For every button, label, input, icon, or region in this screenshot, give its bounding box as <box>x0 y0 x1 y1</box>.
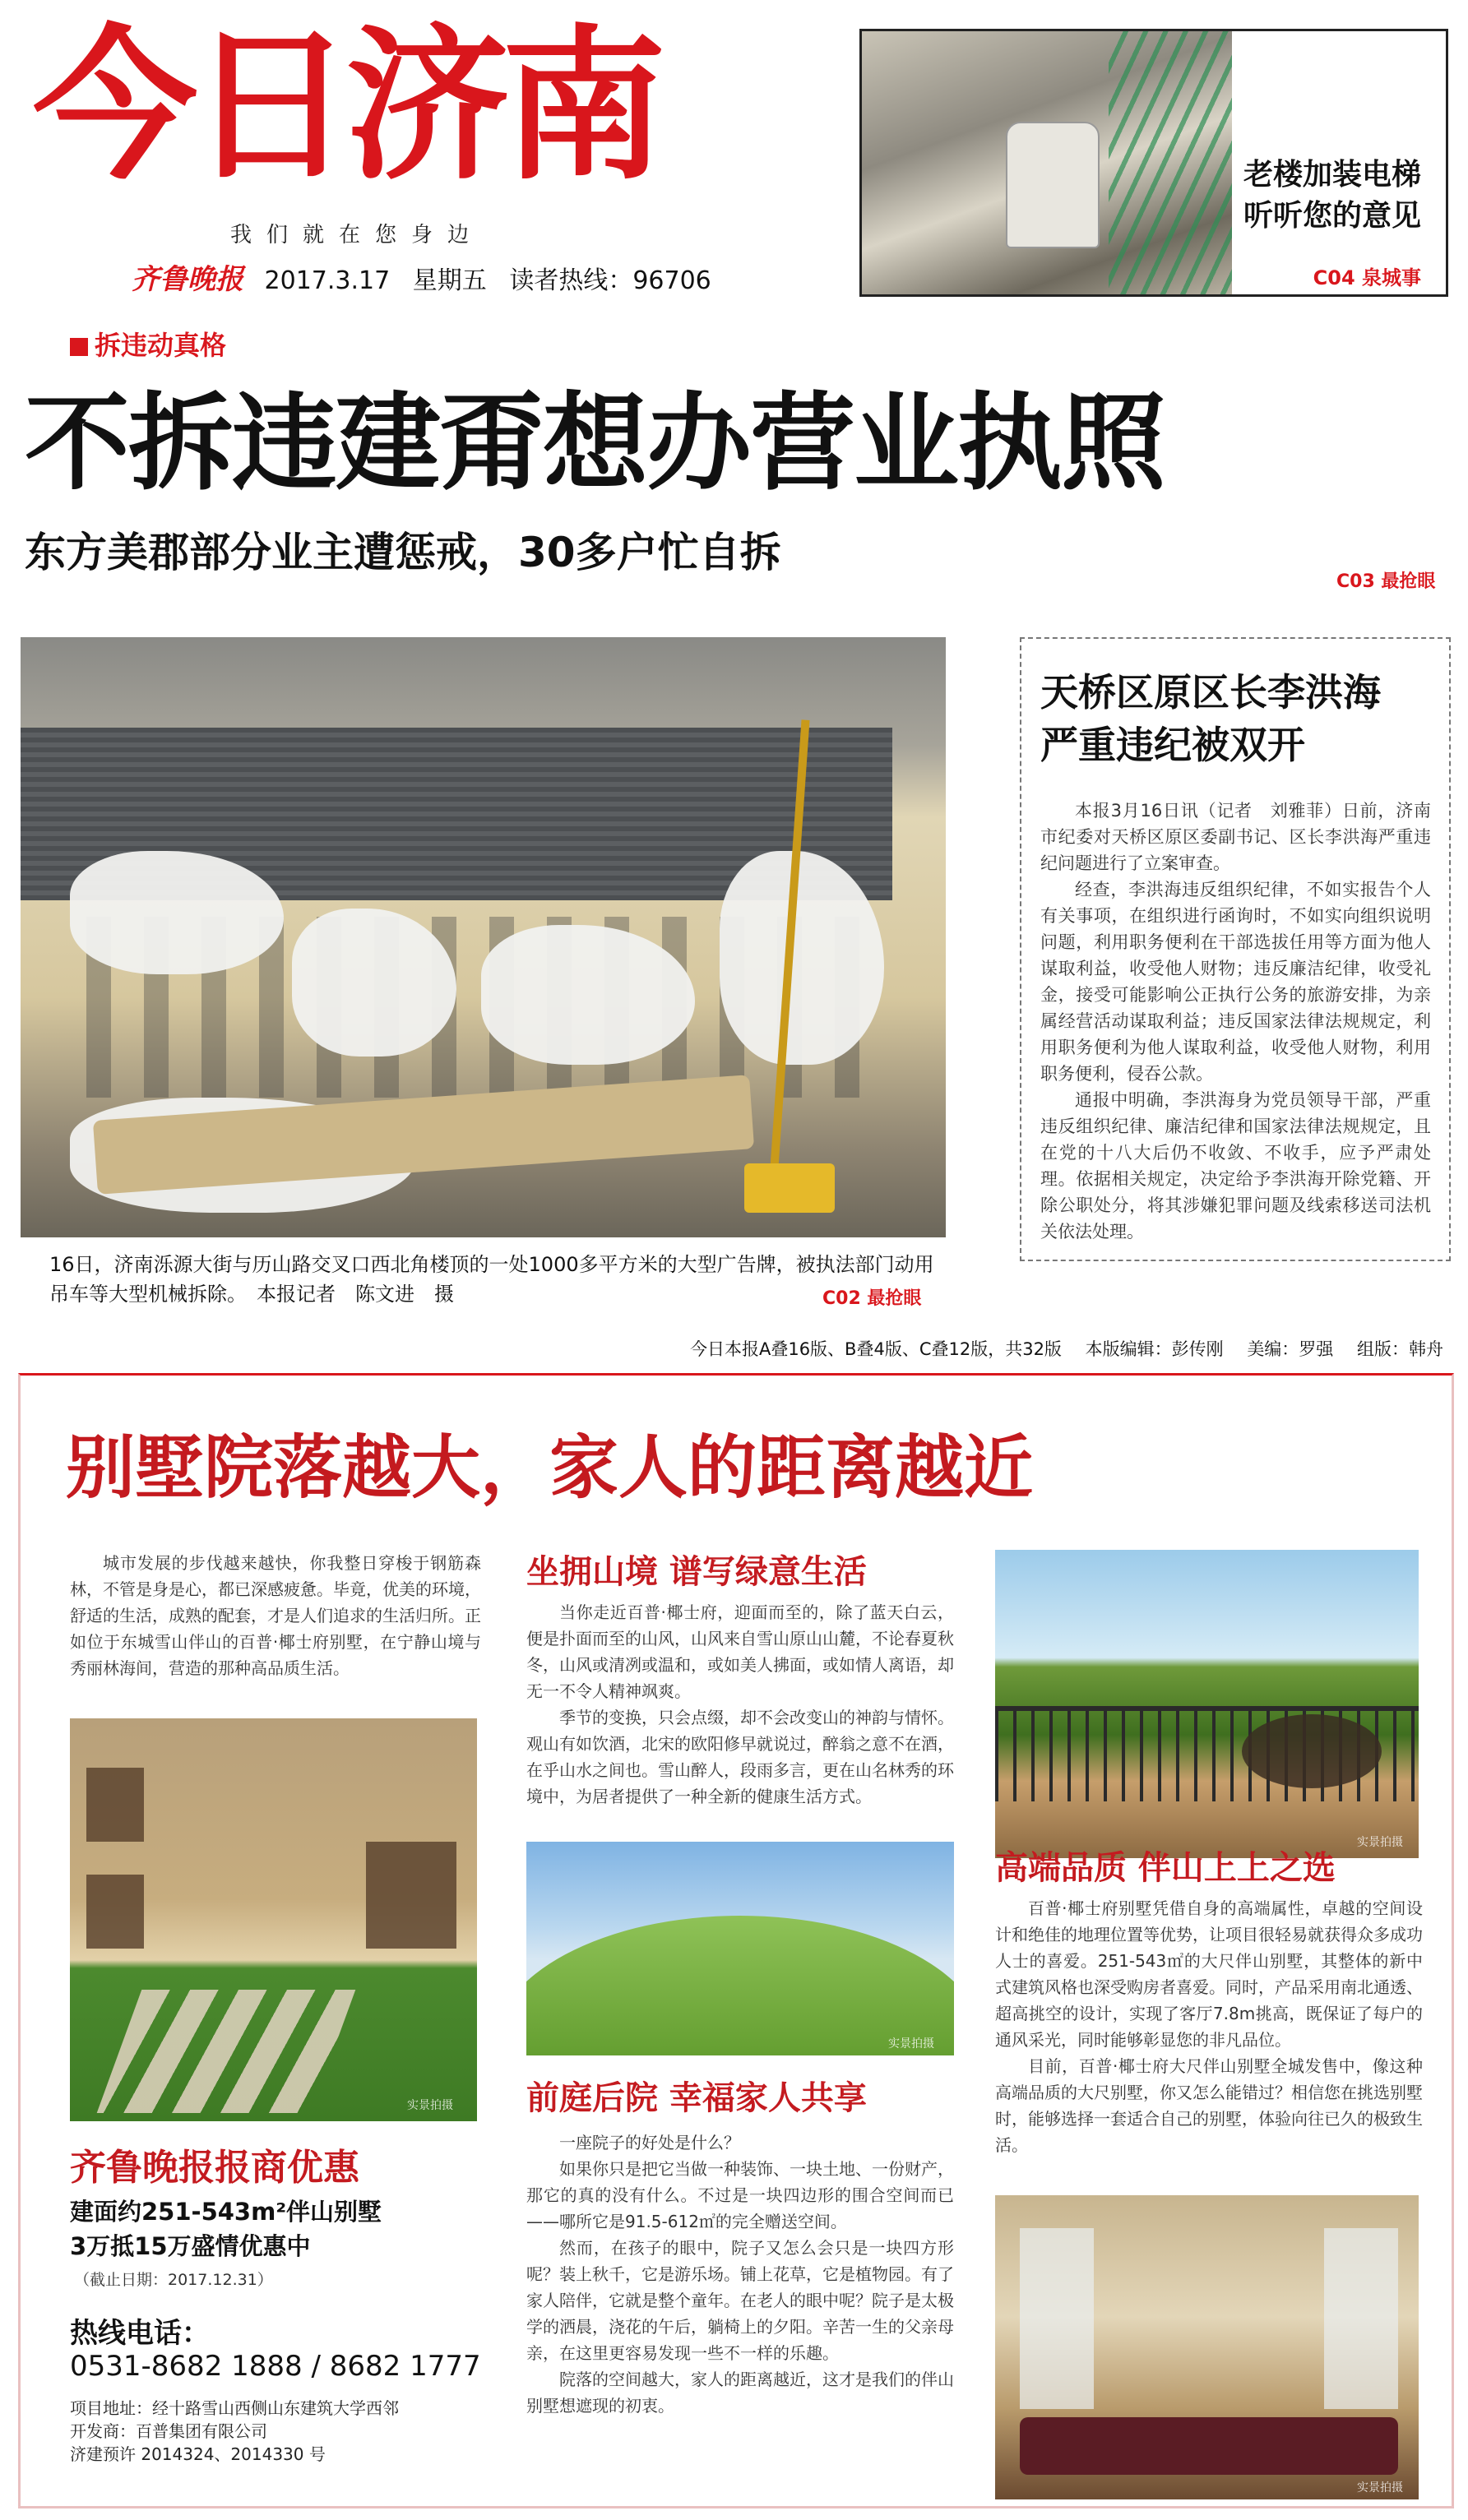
section2-para: 一座院子的好处是什么？ <box>559 2133 740 2152</box>
section2-title: 前庭后院 幸福家人共享 <box>526 2079 867 2117</box>
top-teaser-text <box>1243 155 1421 237</box>
lead-ref: C03 最抢眼 <box>1336 571 1436 592</box>
issue-date: 2017.3.17 <box>264 266 391 295</box>
side-story-body <box>1040 798 1431 1245</box>
section2-para: 院落的空间越大，家人的距离越近，这才是我们的伴山别墅想遮现的初衷。 <box>526 2370 954 2416</box>
reader-hotline: 读者热线：96706 <box>509 266 711 295</box>
photo-watermark: 实景拍摄 <box>888 2037 934 2051</box>
issue-weekday: 星期五 <box>412 266 487 295</box>
section2-body <box>526 2129 954 2419</box>
promo-deadline: （截止日期：2017.12.31） <box>74 2271 273 2289</box>
villa-courtyard-photo <box>70 1718 477 2121</box>
elevator-photo <box>862 31 1232 294</box>
section3-para: 百普·椰士府别墅凭借自身的高端属性，卓越的空间设计和绝佳的地理位置等优势，让项目很轻易就获得众多成功人士的喜爱。251-543㎡的大尺伴山别墅，其整体的新中式建筑风格也深受购房者喜爱。同时，产品采用南北通透、超高挑空的设计，实现了客厅7.8m挑高，既保证了每户的通风采光，同时能够彰显您的非凡品位。 <box>995 1898 1423 2050</box>
section3-para: 目前，百普·椰士府大尺伴山别墅全城发售中，像这种高端品质的大尺别墅，你又怎么能错过？相信您在挑选别墅时，能够选择一套适合自己的别墅，体验向往已久的极致生活。 <box>995 2056 1423 2155</box>
hotline-label: 热线电话： <box>70 2317 210 2350</box>
side-para: 通报中明确，李洪海身为党员领导干部，严重违反组织纪律、廉洁纪律和国家法律法规规定，且在党的十八大后仍不收敛、不收手，应予严肃处理。依据相关规定，决定给予李洪海开除党籍、开除公职处分，将其涉嫌犯罪问题及线索移送司法机关依法处理。 <box>1040 1090 1431 1242</box>
layout-info: 组版：韩舟 <box>1357 1339 1443 1359</box>
masthead-title: 今日济南 <box>33 11 659 202</box>
section3-body <box>995 1895 1423 2158</box>
top-teaser-line2: 听听您的意见 <box>1243 199 1421 233</box>
top-teaser-line1: 老楼加装电梯 <box>1243 158 1421 192</box>
section2-para: 如果你只是把它当做一种装饰、一块土地、一份财产，那它的真的没有什么。不过是一块四边形的围合空间而已——哪所它是91.5-612㎡的完全赠送空间。 <box>526 2159 954 2231</box>
editor-info: 本版编辑：彭传刚 <box>1085 1339 1224 1359</box>
section2-para: 然而，在孩子的眼中，院子又怎么会只是一块四方形呢？装上秋千，它是游乐场。铺上花草，它是植物园。有了家人陪伴，它就是整个童年。在老人的眼中呢？院子是太极学的洒晨，浇花的午后，躺椅上的夕阳。辛苦一生的父亲母亲，在这里更容易发现一些不一样的乐趣。 <box>526 2238 954 2363</box>
photo-watermark: 实景拍摄 <box>1357 1836 1403 1849</box>
lead-headline[interactable]: 不拆违建甭想办营业执照 <box>25 382 1165 505</box>
lead-photo <box>21 637 946 1237</box>
section1-body <box>526 1599 954 1810</box>
presale-permit: 济建预许 2014324、2014330 号 <box>70 2444 326 2464</box>
edition-info: 今日本报A叠16版、B叠4版、C叠12版，共32版 <box>689 1339 1062 1359</box>
paper-brand-logo: 齐鲁晚报 <box>132 263 243 296</box>
side-para: 经查，李洪海违反组织纪律，不如实报告个人有关事项，在组织进行函询时，不如实向组织说明问题，利用职务便利在干部选拔任用等方面为他人谋取利益，收受他人财物；违反廉洁纪律，收受礼金，接受可能影响公正执行公务的旅游安排，为亲属经营活动谋取利益；违反国家法律法规规定，利用职务便利为他人谋取利益，收受他人财物，利用职务便利，侵吞公款。 <box>1040 880 1431 1084</box>
art-info: 美编：罗强 <box>1247 1339 1334 1359</box>
top-teaser-ref: C04 泉城事 <box>1313 266 1421 289</box>
ad-headline: 别墅院落越大，家人的距离越近 <box>66 1427 1034 1508</box>
red-square-icon <box>70 338 88 356</box>
photo-watermark: 实景拍摄 <box>1357 2481 1403 2495</box>
masthead <box>33 11 822 202</box>
side-title-line2: 严重违纪被双开 <box>1040 723 1305 767</box>
promo-title: 齐鲁晚报报商优惠 <box>70 2147 359 2189</box>
top-teaser-box[interactable] <box>859 29 1448 297</box>
project-developer: 开发商：百普集团有限公司 <box>70 2421 267 2441</box>
edition-info-bar <box>672 1336 1443 1361</box>
green-hill-photo <box>526 1842 954 2055</box>
promo-line2: 3万抵15万盛情优惠中 <box>70 2232 311 2260</box>
lead-photo-ref: C02 最抢眼 <box>822 1288 922 1309</box>
lead-kicker <box>70 325 226 363</box>
hotline-numbers[interactable]: 0531-8682 1888 / 8682 1777 <box>70 2350 481 2383</box>
lead-subhead: 东方美郡部分业主遭惩戒，30多户忙自拆 <box>25 529 781 576</box>
ad-intro <box>70 1550 481 1681</box>
project-info <box>70 2397 399 2466</box>
project-address: 项目地址：经十路雪山西侧山东建筑大学西邻 <box>70 2398 399 2418</box>
section1-para: 季节的变换，只会点缀，却不会改变山的神韵与情怀。观山有如饮酒，北宋的欧阳修早就说过，醉翁之意不在酒，在乎山水之间也。雪山醉人，段雨多言，更在山名林秀的环境中，为居者提供了一种全新的健康生活方式。 <box>526 1708 954 1806</box>
side-title-line1: 天桥区原区长李洪海 <box>1040 670 1381 714</box>
section1-title: 坐拥山境 谱写绿意生活 <box>526 1553 867 1591</box>
lead-kicker-text: 拆违动真格 <box>95 330 227 361</box>
section3-title: 高端品质 伴山上上之选 <box>995 1849 1336 1887</box>
side-story-title[interactable] <box>1040 666 1381 771</box>
living-room-photo <box>995 2195 1419 2499</box>
side-para: 本报3月16日讯（记者 刘雅菲）日前，济南市纪委对天桥区原区委副书记、区长李洪海严重违纪问题进行了立案审查。 <box>1040 801 1431 873</box>
dateline <box>132 257 726 297</box>
lead-photo-caption: 16日，济南泺源大街与历山路交叉口西北角楼顶的一处1000多平方米的大型广告牌，被执法部门动用吊车等大型机械拆除。 本报记者 陈文进 摄 <box>49 1253 934 1306</box>
balcony-photo <box>995 1550 1419 1858</box>
masthead-slogan: 我们就在您身边 <box>230 223 484 247</box>
ad-intro-para: 城市发展的步伐越来越快，你我整日穿梭于钢筋森林，不管是身是心，都已深感疲惫。毕竟，优美的环境，舒适的生活，成熟的配套，才是人们追求的生活归所。正如位于东城雪山伴山的百普·椰士府别墅，在宁静山境与秀丽林海间，营造的那种高品质生活。 <box>70 1553 481 1678</box>
promo-line1: 建面约251-543m²伴山别墅 <box>70 2198 382 2226</box>
section1-para: 当你走近百普·椰士府，迎面而至的，除了蓝天白云，便是扑面而至的山风，山风来自雪山原山山麓，不论春夏秋冬，山风或清冽或温和，或如美人拂面，或如情人离语，却无一不令人精神飒爽。 <box>526 1602 954 1701</box>
photo-watermark: 实景拍摄 <box>407 2099 453 2112</box>
